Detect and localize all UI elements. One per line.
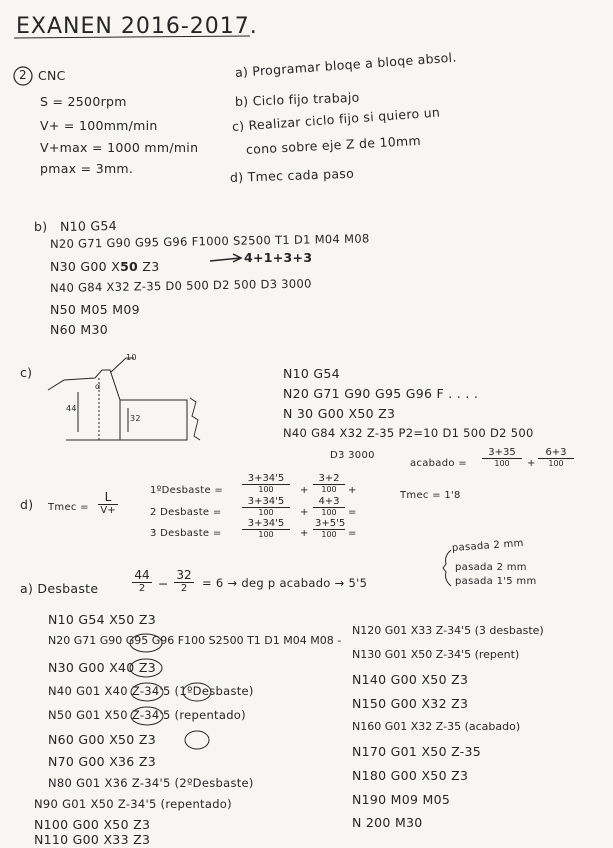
- code-line: N10 G54 X50 Z3: [48, 612, 156, 627]
- code-extra: D3 3000: [330, 450, 375, 461]
- acabado-label: acabado =: [410, 458, 467, 469]
- code-line: N80 G01 X36 Z-34'5 (2ºDesbaste): [48, 776, 254, 790]
- frac-den: 100: [258, 485, 274, 494]
- frac-num: 4+3: [313, 496, 345, 508]
- frac-den: 100: [321, 508, 337, 517]
- code-line-text: N30 G00 X: [50, 259, 121, 274]
- calc-rest: = 6 → deg p acabado → 5'5: [202, 576, 368, 590]
- frac-num: L: [98, 490, 118, 505]
- frac-den: 100: [494, 459, 510, 468]
- desbaste-row-frac: [313, 518, 345, 539]
- frac-num: 3+2: [313, 473, 345, 485]
- plus-sign: +: [300, 528, 309, 539]
- frac-den: 2: [180, 583, 188, 594]
- frac-num: 32: [174, 568, 194, 583]
- param-feed: V+ = 100mm/min: [40, 118, 158, 133]
- code-line: N20 G71 G90 G95 G96 F1000 S2500 T1 D1 M04 M08: [49, 231, 370, 251]
- row-end: =: [348, 528, 357, 539]
- frac-den: V+: [100, 505, 116, 516]
- param-spindle: S = 2500rpm: [40, 94, 127, 109]
- code-line: N30 G00 X40 Z3: [48, 660, 156, 675]
- desbaste-row-frac: [242, 496, 290, 517]
- code-line: N40 G01 X40 Z-34'5 (1ºDesbaste): [48, 684, 254, 698]
- desbaste-row-frac: [313, 473, 345, 494]
- code-line: N150 G00 X32 Z3: [352, 696, 469, 711]
- frac-num: 3+34'5: [242, 473, 290, 485]
- code-line: N160 G01 X32 Z-35 (acabado): [352, 720, 521, 733]
- dim-top: 10: [126, 353, 137, 362]
- code-line: N110 G00 X33 Z3: [34, 832, 151, 847]
- code-line: N90 G01 X50 Z-34'5 (repentado): [34, 797, 232, 811]
- circle-mark: [185, 731, 209, 749]
- page-title: EXANEN 2016-2017.: [16, 14, 258, 39]
- desbaste-row-label: 2 Desbaste =: [150, 507, 222, 518]
- note-sum: 4+1+3+3: [244, 250, 313, 265]
- section-b-label: b): [34, 219, 48, 234]
- desbaste-row-frac: [242, 473, 290, 494]
- frac-num: 44: [132, 568, 152, 583]
- desbaste-row-frac: [242, 518, 290, 539]
- plus-sign: +: [300, 485, 309, 496]
- code-line: N 30 G00 X50 Z3: [283, 406, 396, 421]
- n30-value: 50: [120, 259, 139, 274]
- dim-right: 32: [130, 414, 141, 423]
- code-line: N140 G00 X50 Z3: [352, 672, 469, 687]
- row-end: +: [348, 485, 357, 496]
- calc-frac-1: [132, 568, 152, 594]
- code-line: N20 G71 G90 G95 G96 F . . . .: [283, 386, 479, 401]
- acabado-frac-2: [538, 447, 574, 468]
- frac-num: 3+35: [482, 447, 522, 459]
- code-line: N170 G01 X50 Z-35: [352, 744, 482, 759]
- desbaste-row-label: 1ºDesbaste =: [150, 485, 224, 496]
- code-line: N10 G54: [283, 366, 340, 381]
- plus-sign: +: [300, 507, 309, 518]
- dim-left: 44: [66, 404, 77, 413]
- code-line: N180 G00 X50 Z3: [352, 768, 469, 783]
- code-line: N 200 M30: [352, 815, 423, 830]
- code-line: N10 G54: [59, 218, 118, 234]
- param-feed-max: V+max = 1000 mm/min: [40, 140, 199, 155]
- pass-item: pasada 1'5 mm: [455, 576, 537, 587]
- title-underline: [14, 36, 250, 38]
- code-line: N70 G00 X36 Z3: [48, 754, 156, 769]
- problem-topic: CNC: [38, 68, 66, 83]
- dim-angle: α: [95, 382, 101, 391]
- code-line: N60 M30: [50, 322, 109, 337]
- calc-minus: −: [158, 576, 169, 591]
- frac-num: 6+3: [538, 447, 574, 459]
- code-line: [50, 259, 159, 274]
- tmec-label: Tmec =: [48, 502, 89, 513]
- n30-tail: Z3: [142, 259, 160, 274]
- plus-sign: +: [527, 458, 536, 469]
- code-line: N20 G71 G90 G95 G96 F100 S2500 T1 D1 M04 M08 -: [48, 634, 342, 647]
- desbaste-row-frac: [313, 496, 345, 517]
- task-b: b) Ciclo fijo trabajo: [234, 89, 360, 109]
- problem-number: 2: [19, 68, 27, 82]
- section-c-label: c): [20, 365, 33, 380]
- row-end: =: [348, 507, 357, 518]
- pass-item: pasada 2 mm: [451, 538, 525, 554]
- passes-brace: [443, 550, 451, 586]
- frac-num: 3+34'5: [242, 518, 290, 530]
- note-arrow: [210, 254, 241, 262]
- frac-den: 2: [138, 583, 146, 594]
- task-c: c) Realizar ciclo fijo si quiero un: [231, 104, 441, 134]
- tmec-result: Tmec = 1'8: [400, 490, 461, 501]
- code-line: N50 M05 M09: [50, 302, 140, 317]
- desbaste-row-label: 3 Desbaste =: [150, 528, 222, 539]
- param-pmax: pmax = 3mm.: [40, 161, 134, 176]
- frac-den: 100: [321, 530, 337, 539]
- frac-den: 100: [548, 459, 564, 468]
- code-line: N40 G84 X32 Z-35 D0 500 D2 500 D3 3000: [49, 276, 312, 295]
- code-line: N50 G01 X50 Z-34'5 (repentado): [48, 708, 246, 722]
- code-line: N130 G01 X50 Z-34'5 (repent): [352, 648, 520, 661]
- pass-item: pasada 2 mm: [455, 562, 527, 573]
- part-sketch: [48, 358, 200, 440]
- code-line: N60 G00 X50 Z3: [48, 732, 156, 747]
- code-line: N120 G01 X33 Z-34'5 (3 desbaste): [352, 624, 544, 637]
- task-c-cont: cono sobre eje Z de 10mm: [245, 132, 422, 157]
- section-d-label: d): [20, 497, 34, 512]
- code-line: N190 M09 M05: [352, 792, 451, 807]
- frac-den: 100: [258, 508, 274, 517]
- tmec-formula: [98, 490, 118, 516]
- frac-den: 100: [258, 530, 274, 539]
- frac-num: 3+5'5: [315, 518, 346, 529]
- frac-num: 3+34'5: [242, 496, 290, 508]
- calc-frac-2: [174, 568, 194, 594]
- code-line: N40 G84 X32 Z-35 P2=10 D1 500 D2 500: [283, 426, 534, 440]
- task-a: a) Programar bloqe a bloqe absol.: [234, 49, 458, 80]
- acabado-frac-1: [482, 447, 522, 468]
- task-d: d) Tmec cada paso: [229, 165, 355, 185]
- code-line: N100 G00 X50 Z3: [34, 817, 151, 832]
- frac-den: 100: [321, 485, 337, 494]
- section-a-label: a) Desbaste: [20, 581, 99, 596]
